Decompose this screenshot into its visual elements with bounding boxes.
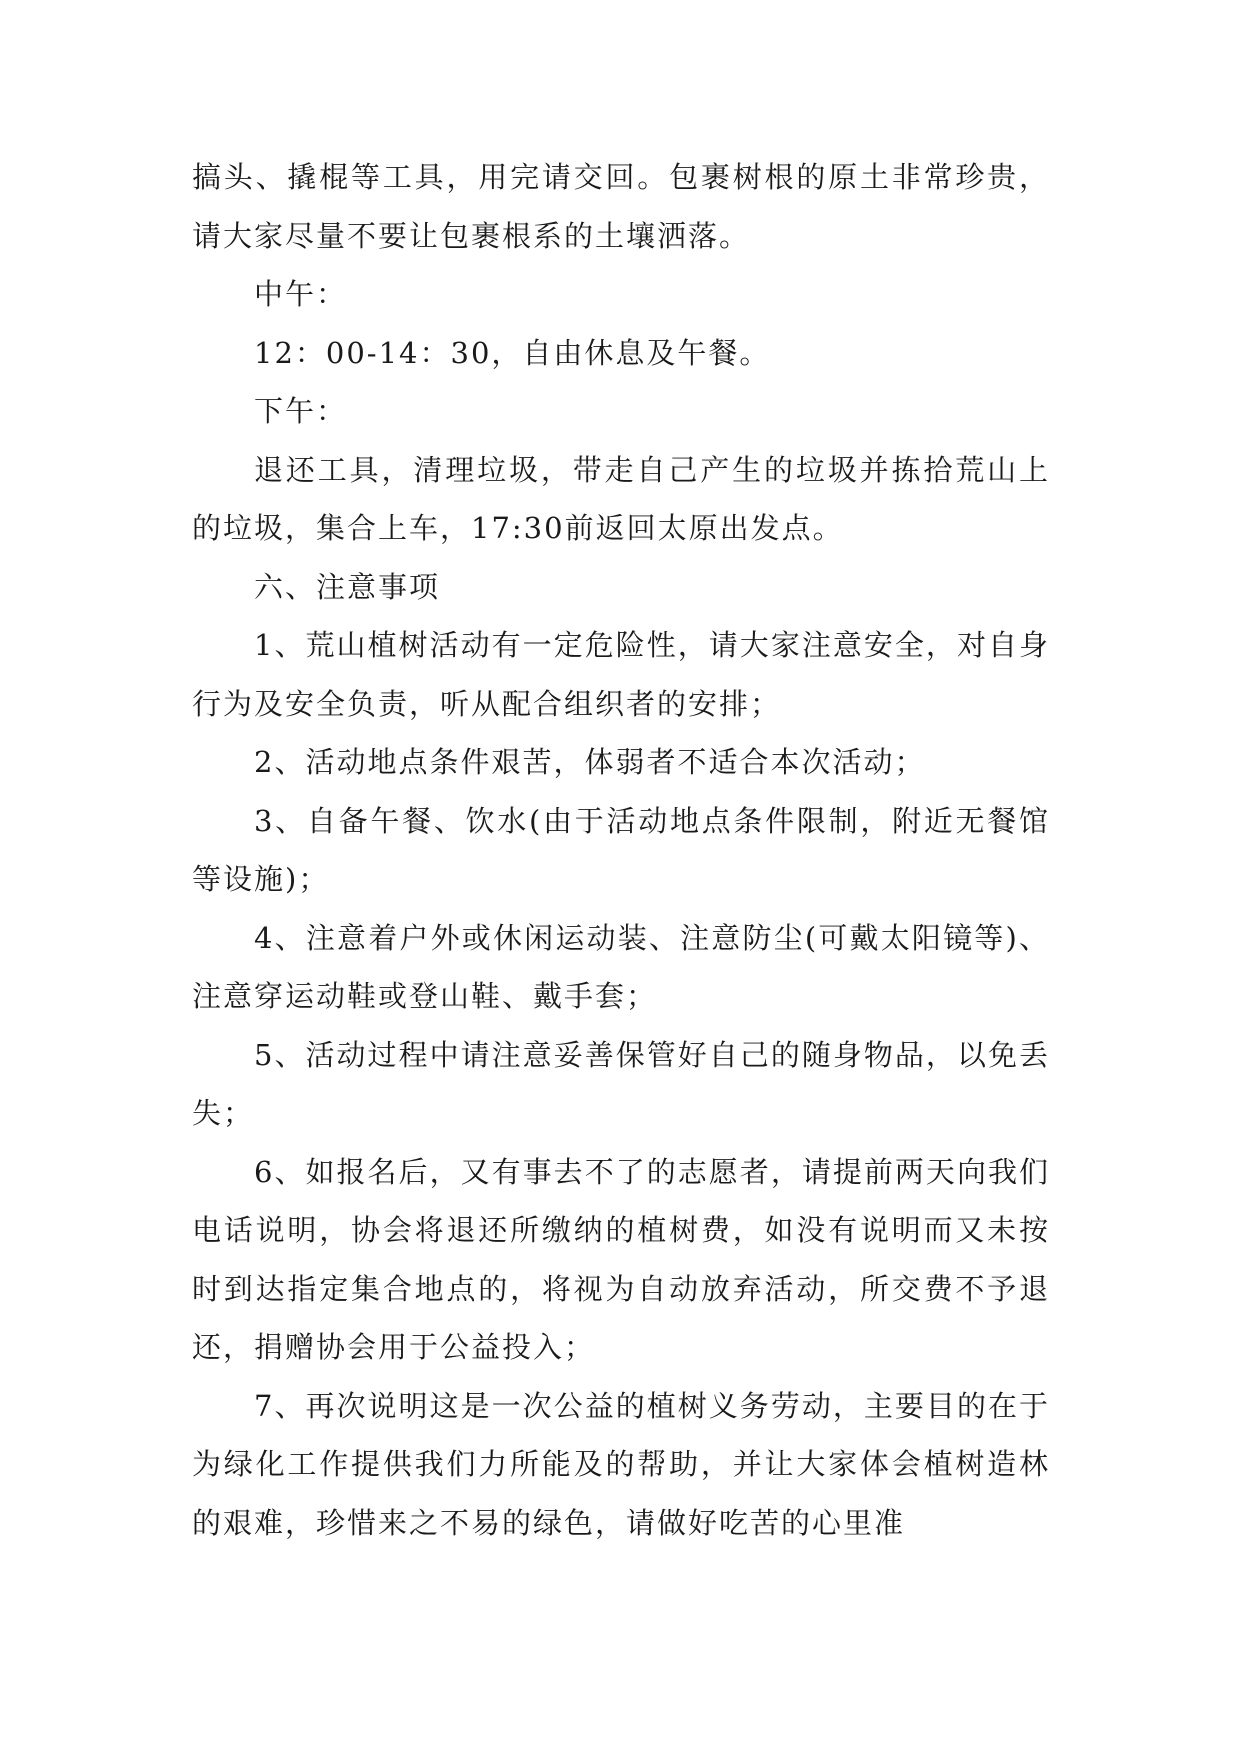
paragraph-afternoon-schedule: 退还工具，清理垃圾，带走自己产生的垃圾并拣拾荒山上的垃圾，集合上车，17:30前返回太原出发点。 [192, 452, 1050, 545]
paragraph-afternoon-heading: 下午： [254, 394, 348, 428]
note-item-4: 4、注意着户外或休闲运动装、注意防尘(可戴太阳镜等)、注意穿运动鞋或登山鞋、戴手套； [192, 920, 1050, 1013]
section-heading-notes: 六、注意事项 [254, 569, 441, 604]
note-item-1: 1、荒山植树活动有一定危险性，请大家注意安全，对自身行为及安全负责，听从配合组织者的安排； [192, 628, 1050, 721]
document-body [192, 148, 1050, 1552]
note-item-6: 6、如报名后，又有事去不了的志愿者，请提前两天向我们电话说明，协会将退还所缴纳的植树费，如没有说明而又未按时到达指定集合地点的，将视为自动放弃活动，所交费不予退还，捐赠协会用于公益投入； [192, 1154, 1050, 1364]
paragraph-tools-continuation: 搞头、撬棍等工具，用完请交回。包裹树根的原土非常珍贵，请大家尽量不要让包裹根系的土壤洒落。 [192, 160, 1050, 253]
note-item-7: 7、再次说明这是一次公益的植树义务劳动，主要目的在于为绿化工作提供我们力所能及的帮助，并让大家体会植树造林的艰难，珍惜来之不易的绿色，请做好吃苦的心里准 [192, 1388, 1050, 1540]
note-item-5: 5、活动过程中请注意妥善保管好自己的随身物品，以免丢失； [192, 1037, 1050, 1130]
paragraph-noon-schedule: 12：00-14：30，自由休息及午餐。 [254, 335, 771, 370]
note-item-3: 3、自备午餐、饮水(由于活动地点条件限制，附近无餐馆等设施)； [192, 803, 1050, 896]
paragraph-noon-heading: 中午： [254, 277, 348, 311]
note-item-2: 2、活动地点条件艰苦，体弱者不适合本次活动； [254, 745, 926, 779]
